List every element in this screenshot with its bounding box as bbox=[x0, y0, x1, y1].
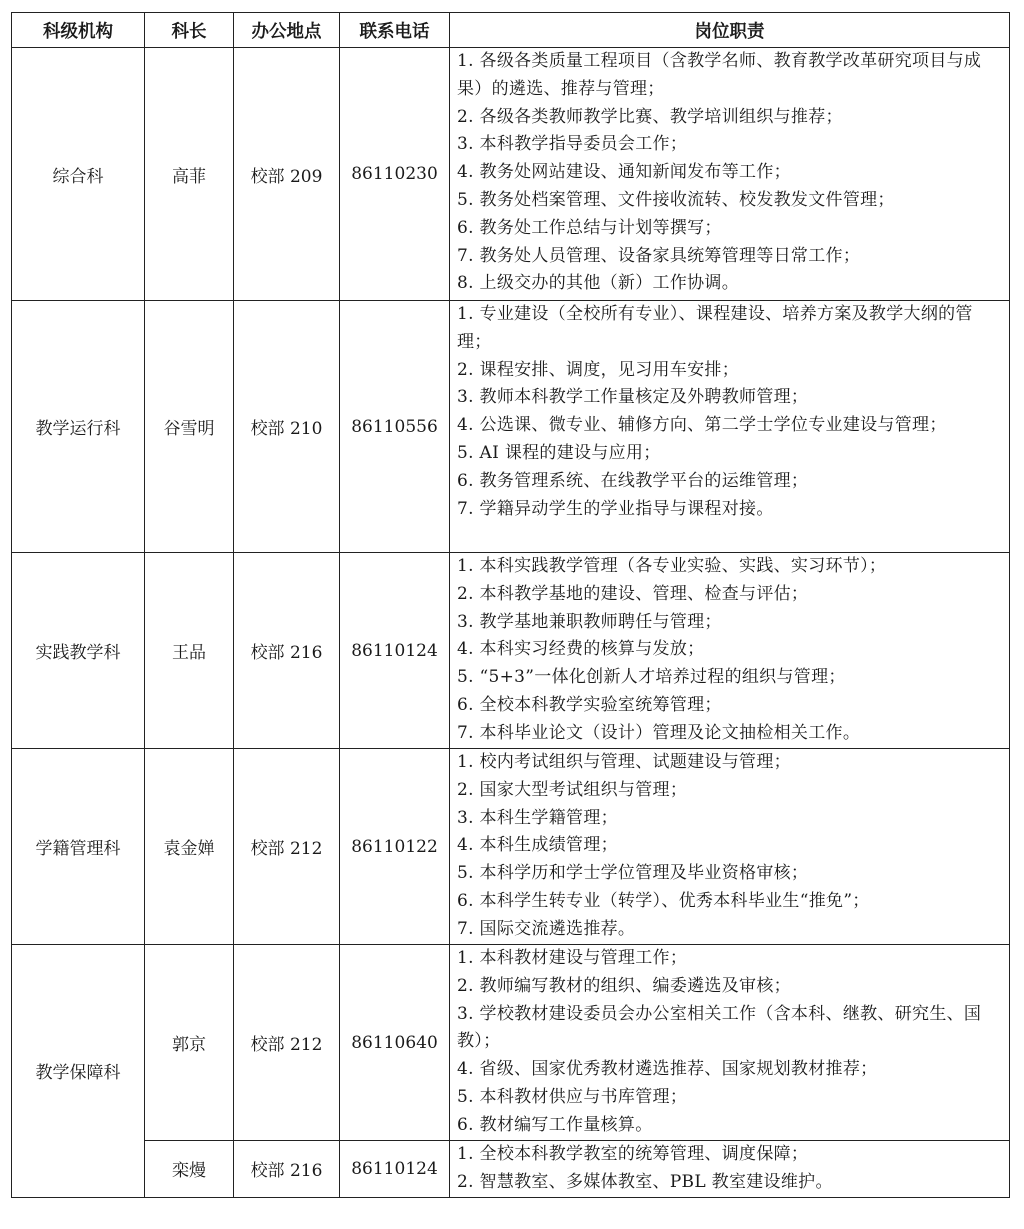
duty-item: 1. 全校本科教学教室的统筹管理、调度保障； bbox=[457, 1144, 809, 1164]
office-cell: 校部 209 bbox=[234, 48, 340, 301]
duty-item: 5. 本科学历和学士学位管理及毕业资格审核； bbox=[457, 863, 809, 884]
dept-cell: 学籍管理科 bbox=[12, 749, 145, 945]
responsibilities-table-wrapper bbox=[11, 12, 1010, 1198]
phone-cell: 86110122 bbox=[340, 749, 450, 945]
phone-cell: 86110640 bbox=[340, 945, 450, 1141]
duty-item: 1. 本科教材建设与管理工作； bbox=[457, 948, 688, 968]
duty-item: 3. 学校教材建设委员会办公室相关工作（含本科、继教、研究生、国教）； bbox=[457, 1003, 982, 1052]
duty-item: 3. 本科生学籍管理； bbox=[457, 807, 618, 828]
chief-cell: 袁金婵 bbox=[145, 749, 234, 945]
header-row bbox=[12, 13, 1010, 48]
header-office: 办公地点 bbox=[234, 13, 340, 48]
dept-cell: 实践教学科 bbox=[12, 553, 145, 749]
duties-cell bbox=[450, 749, 1010, 945]
chief-cell: 高菲 bbox=[145, 48, 234, 301]
duty-item: 8. 上级交办的其他（新）工作协调。 bbox=[457, 273, 740, 294]
office-cell: 校部 216 bbox=[234, 553, 340, 749]
table-row bbox=[12, 749, 1010, 945]
duty-item: 4. 教务处网站建设、通知新闻发布等工作； bbox=[457, 162, 791, 183]
duty-item: 1. 本科实践教学管理（各专业实验、实践、实习环节）； bbox=[457, 556, 887, 576]
table-row bbox=[12, 1141, 1010, 1198]
duty-item: 2. 教师编写教材的组织、编委遴选及审核； bbox=[457, 975, 791, 996]
duty-item: 3. 本科教学指导委员会工作； bbox=[457, 134, 688, 155]
office-cell: 校部 212 bbox=[234, 749, 340, 945]
phone-cell: 86110124 bbox=[340, 1141, 450, 1198]
header-dept: 科级机构 bbox=[12, 13, 145, 48]
office-cell: 校部 210 bbox=[234, 301, 340, 553]
table-row bbox=[12, 553, 1010, 749]
duty-item: 5. AI 课程的建设与应用； bbox=[457, 442, 661, 463]
phone-cell: 86110124 bbox=[340, 553, 450, 749]
duty-item: 7. 学籍异动学生的学业指导与课程对接。 bbox=[457, 498, 774, 519]
header-duties: 岗位职责 bbox=[450, 13, 1010, 48]
duties-cell bbox=[450, 48, 1010, 301]
table-row bbox=[12, 48, 1010, 301]
duty-item: 7. 教务处人员管理、设备家具统筹管理等日常工作； bbox=[457, 245, 861, 266]
table-row bbox=[12, 945, 1010, 1141]
duty-item: 4. 本科实习经费的核算与发放； bbox=[457, 639, 705, 660]
table-row bbox=[12, 301, 1010, 553]
duty-item: 7. 国际交流遴选推荐。 bbox=[457, 918, 636, 939]
dept-cell: 教学运行科 bbox=[12, 301, 145, 553]
duty-item: 2. 各级各类教师教学比赛、教学培训组织与推荐； bbox=[457, 106, 843, 127]
duty-item: 6. 本科学生转专业（转学）、优秀本科毕业生“推免”； bbox=[457, 890, 870, 911]
chief-cell: 谷雪明 bbox=[145, 301, 234, 553]
duty-item: 4. 公选课、微专业、辅修方向、第二学士学位专业建设与管理； bbox=[457, 415, 947, 436]
duties-cell bbox=[450, 945, 1010, 1141]
duty-item: 1. 各级各类质量工程项目（含教学名师、教育教学改革研究项目与成果）的遴选、推荐与管理； bbox=[457, 51, 982, 99]
duty-item: 2. 国家大型考试组织与管理； bbox=[457, 779, 688, 800]
phone-cell: 86110556 bbox=[340, 301, 450, 553]
duty-item: 3. 教学基地兼职教师聘任与管理； bbox=[457, 611, 722, 632]
duty-item: 6. 教材编写工作量核算。 bbox=[457, 1114, 653, 1135]
duty-item: 4. 省级、国家优秀教材遴选推荐、国家规划教材推荐； bbox=[457, 1059, 878, 1080]
duty-item: 3. 教师本科教学工作量核定及外聘教师管理； bbox=[457, 387, 809, 408]
duty-item: 4. 本科生成绩管理； bbox=[457, 835, 618, 856]
header-phone: 联系电话 bbox=[340, 13, 450, 48]
duty-item: 6. 全校本科教学实验室统筹管理； bbox=[457, 694, 722, 715]
chief-cell: 栾熳 bbox=[145, 1141, 234, 1198]
duties-cell bbox=[450, 1141, 1010, 1198]
duties-cell bbox=[450, 301, 1010, 553]
dept-cell: 教学保障科 bbox=[12, 945, 145, 1198]
duty-item: 5. 教务处档案管理、文件接收流转、校发教发文件管理； bbox=[457, 189, 895, 210]
duty-item: 1. 校内考试组织与管理、试题建设与管理； bbox=[457, 752, 791, 772]
duty-item: 5. 本科教材供应与书库管理； bbox=[457, 1086, 688, 1107]
chief-cell: 王品 bbox=[145, 553, 234, 749]
office-cell: 校部 216 bbox=[234, 1141, 340, 1198]
dept-cell: 综合科 bbox=[12, 48, 145, 301]
chief-cell: 郭京 bbox=[145, 945, 234, 1141]
duty-item: 5. “5+3”一体化创新人才培养过程的组织与管理； bbox=[457, 667, 846, 688]
duties-cell bbox=[450, 553, 1010, 749]
duty-item: 2. 课程安排、调度，见习用车安排； bbox=[457, 359, 740, 380]
header-chief: 科长 bbox=[145, 13, 234, 48]
duty-item: 6. 教务管理系统、在线教学平台的运维管理； bbox=[457, 470, 809, 491]
responsibilities-table bbox=[11, 12, 1010, 1198]
duty-item: 2. 本科教学基地的建设、管理、检查与评估； bbox=[457, 583, 809, 604]
duty-item: 6. 教务处工作总结与计划等撰写； bbox=[457, 217, 722, 238]
phone-cell: 86110230 bbox=[340, 48, 450, 301]
duty-item: 2. 智慧教室、多媒体教室、PBL 教室建设维护。 bbox=[457, 1171, 833, 1192]
office-cell: 校部 212 bbox=[234, 945, 340, 1141]
duty-item: 7. 本科毕业论文（设计）管理及论文抽检相关工作。 bbox=[457, 722, 861, 743]
duty-item: 1. 专业建设（全校所有专业）、课程建设、培养方案及教学大纲的管理； bbox=[457, 304, 973, 352]
